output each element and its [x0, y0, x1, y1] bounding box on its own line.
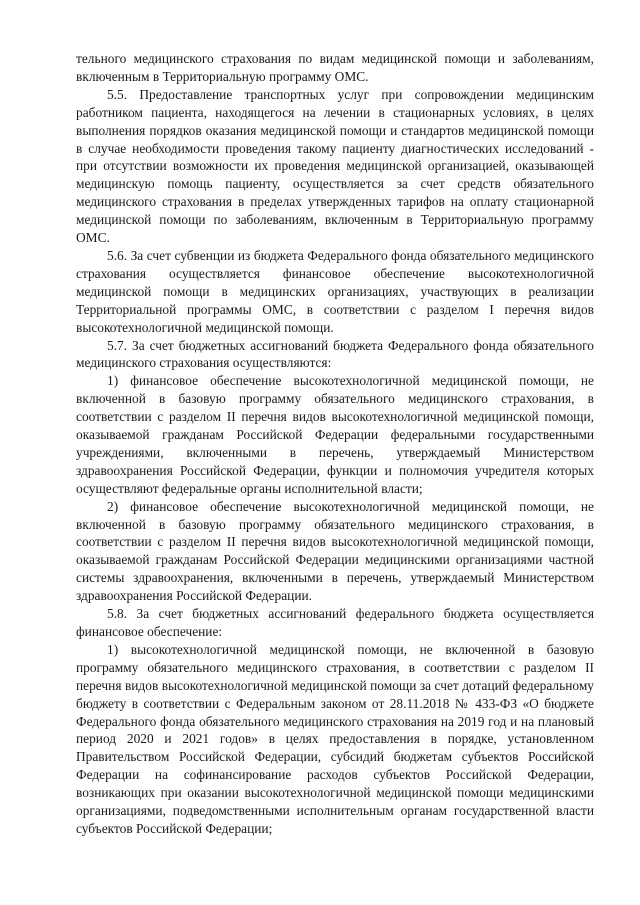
paragraph-5-7: 5.7. За счет бюджетных ассигнований бюджета Федерального фонда обязательного медицинского страхования осуществляются: [76, 337, 594, 371]
paragraph-5-5: 5.5. Предоставление транспортных услуг при сопровождении медицинским работником пациента, находящегося на лечении в стационарных условиях, в целях выполнения порядков оказания медицинской помощи и стандартов медицинской помощи в случае необходимости проведения такому пациенту диагностических исследований - при отсутствии возможности их проведения медицинской организацией, оказывающей медицинскую помощь пациенту, осуществляется за счет средств обязательного медицинского страхования в пределах утвержденных тарифов на оплату стационарной медицинской помощи по заболеваниям, включенным в Территориальную программу ОМС. [76, 86, 594, 246]
paragraph-5-8-item-1: 1) высокотехнологичной медицинской помощи, не включенной в базовую программу обязательного медицинского страхования, в соответствии с разделом II перечня видов высокотехнологичной медицинской помощи за счет дотаций федеральному бюджету в соответствии с Федеральным законом от 28.11.2018 № 433-ФЗ «О бюджете Федерального фонда обязательного медицинского страхования на 2019 год и на плановый период 2020 и 2021 годов» в целях предоставления в порядке, установленном Правительством Российской Федерации, субсидий бюджетам субъектов Российской Федерации на софинансирование расходов субъектов Российской Федерации, возникающих при оказании высокотехнологичной медицинской помощи медицинскими организациями, подведомственными исполнительным органам государственной власти субъектов Российской Федерации; [76, 641, 594, 836]
paragraph-5-7-item-1: 1) финансовое обеспечение высокотехнологичной медицинской помощи, не включенной в базовую программу обязательного медицинского страхования, в соответствии с разделом II перечня видов высокотехнологичной медицинской помощи, оказываемой гражданам Российской Федерации федеральными государственными учреждениями, включенными в перечень, утверждаемый Министерством здравоохранения Российской Федерации, функции и полномочия учредителя которых осуществляют федеральные органы исполнительной власти; [76, 373, 594, 496]
paragraph-continuation: тельного медицинского страхования по видам медицинской помощи и заболеваниям, включенным в Территориальную программу ОМС. [76, 51, 594, 84]
paragraph-5-6: 5.6. За счет субвенции из бюджета Федерального фонда обязательного медицинского страхования осуществляется финансовое обеспечение высокотехнологичной медицинской помощи в медицинских организациях, участвующих в реализации Территориальной программы ОМС, в соответствии с разделом I перечня видов высокотехнологичной медицинской помощи. [76, 247, 594, 335]
paragraph-5-7-item-2: 2) финансовое обеспечение высокотехнологичной медицинской помощи, не включенной в базовую программу обязательного медицинского страхования, в соответствии с разделом II перечня видов высокотехнологичной медицинской помощи, оказываемой гражданам Российской Федерации медицинскими организациями частной системы здравоохранения, включенными в перечень, утверждаемый Министерством здравоохранения Российской Федерации. [76, 498, 594, 604]
document-page [76, 50, 594, 838]
paragraph-5-8: 5.8. За счет бюджетных ассигнований федерального бюджета осуществляется финансовое обеспечение: [76, 606, 594, 639]
